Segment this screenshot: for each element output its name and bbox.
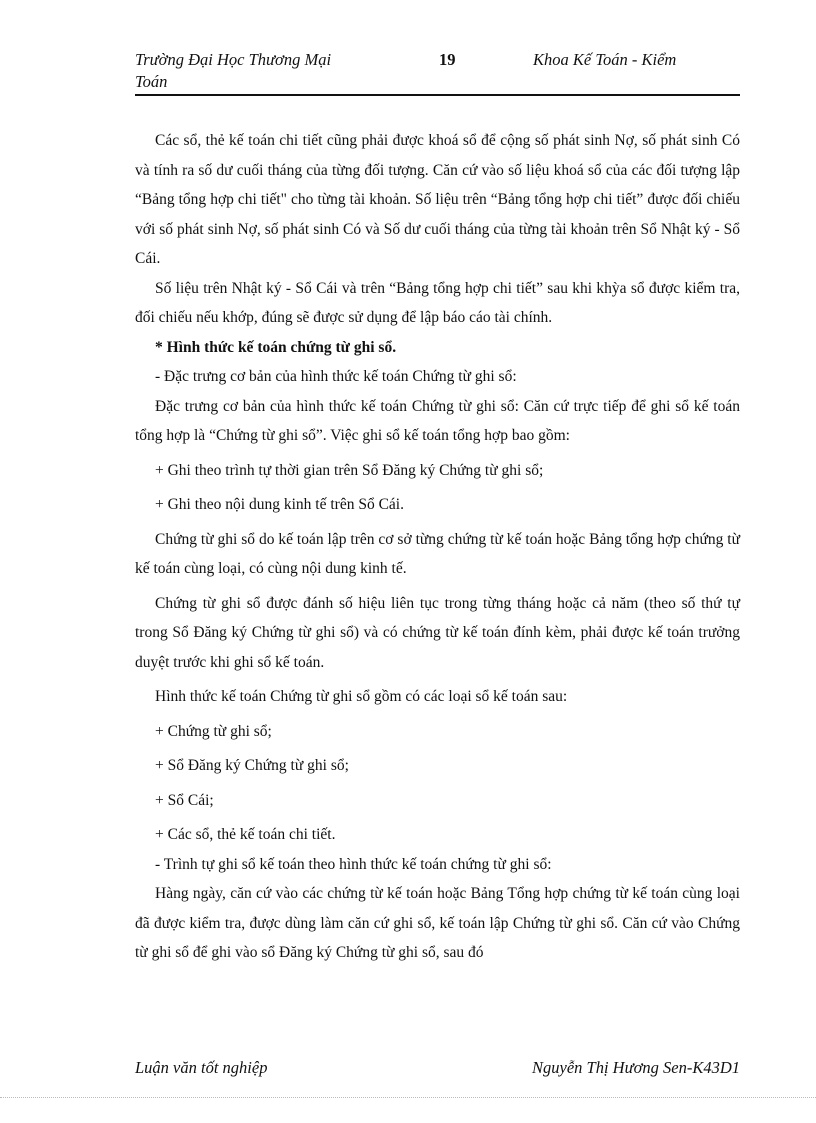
- page-footer: [135, 1058, 740, 1082]
- paragraph: Đặc trưng cơ bản của hình thức kế toán Chứng từ ghi sổ: Căn cứ trực tiếp để ghi sổ kế toán tổng hợp là “Chứng từ ghi sổ”. Việc ghi sổ kế toán tổng hợp bao gồm:: [135, 397, 740, 444]
- document-body: [135, 126, 740, 968]
- list-item: + Các sổ, thẻ kế toán chi tiết.: [155, 826, 336, 843]
- list-item: + Sổ Đăng ký Chứng từ ghi sổ;: [155, 757, 349, 774]
- paragraph: - Đặc trưng cơ bản của hình thức kế toán Chứng từ ghi sổ:: [155, 368, 517, 385]
- paragraph: Hàng ngày, căn cứ vào các chứng từ kế toán hoặc Bảng Tổng hợp chứng từ kế toán cùng loại đã được kiểm tra, được dùng làm căn cứ ghi sổ, kế toán lập Chứng từ ghi sổ. Căn cứ vào Chứng từ ghi sổ để ghi vào sổ Đăng ký Chứng từ ghi sổ, sau đó: [135, 885, 740, 961]
- footer-author: Nguyễn Thị Hương Sen-K43D1: [532, 1058, 740, 1077]
- paragraph: Số liệu trên Nhật ký - Sổ Cái và trên “Bảng tổng hợp chi tiết” sau khi khỳa sổ được kiểm tra, đối chiếu nếu khớp, đúng sẽ được sử dụng để lập báo cáo tài chính.: [135, 279, 740, 326]
- page-number: 19: [439, 50, 456, 69]
- header-faculty: Khoa Kế Toán - Kiểm: [533, 50, 677, 69]
- paragraph: Các sổ, thẻ kế toán chi tiết cũng phải được khoá sổ để cộng số phát sinh Nợ, số phát sinh Có và tính ra số dư cuối tháng của từng đối tượng. Căn cứ vào số liệu khoá sổ của các đối tượng lập “Bảng tổng hợp chi tiết" cho từng tài khoản. Số liệu trên “Bảng tổng hợp chi tiết” được đối chiếu với số phát sinh Nợ, số phát sinh Có và Số dư cuối tháng của từng tài khoản trên Sổ Nhật ký - Sổ Cái.: [135, 132, 740, 267]
- footer-thesis-label: Luận văn tốt nghiệp: [135, 1058, 268, 1077]
- paragraph: Chứng từ ghi sổ được đánh số hiệu liên tục trong từng tháng hoặc cả năm (theo số thứ tự trong Sổ Đăng ký Chứng từ ghi sổ) và có chứng từ kế toán đính kèm, phải được kế toán trưởng duyệt trước khi ghi sổ kế toán.: [135, 594, 740, 671]
- header-school: Trường Đại Học Thương Mại: [135, 50, 332, 69]
- list-item: + Ghi theo nội dung kinh tế trên Sổ Cái.: [155, 496, 404, 513]
- list-item: + Chứng từ ghi sổ;: [155, 722, 272, 740]
- paragraph: - Trình tự ghi sổ kế toán theo hình thức kế toán chứng từ ghi sổ:: [155, 855, 552, 873]
- header-faculty-cont: Toán: [135, 72, 168, 91]
- paragraph: Chứng từ ghi sổ do kế toán lập trên cơ sở từng chứng từ kế toán hoặc Bảng tổng hợp chứng từ kế toán cùng loại, có cùng nội dung kinh tế.: [135, 530, 740, 577]
- footer-divider: [0, 1097, 816, 1098]
- page-header: [135, 50, 740, 96]
- paragraph: Hình thức kế toán Chứng từ ghi sổ gồm có các loại sổ kế toán sau:: [155, 688, 568, 705]
- list-item: + Sổ Cái;: [155, 791, 214, 809]
- list-item: + Ghi theo trình tự thời gian trên Sổ Đăng ký Chứng từ ghi sổ;: [155, 461, 544, 479]
- section-heading: * Hình thức kế toán chứng từ ghi sổ.: [155, 338, 397, 356]
